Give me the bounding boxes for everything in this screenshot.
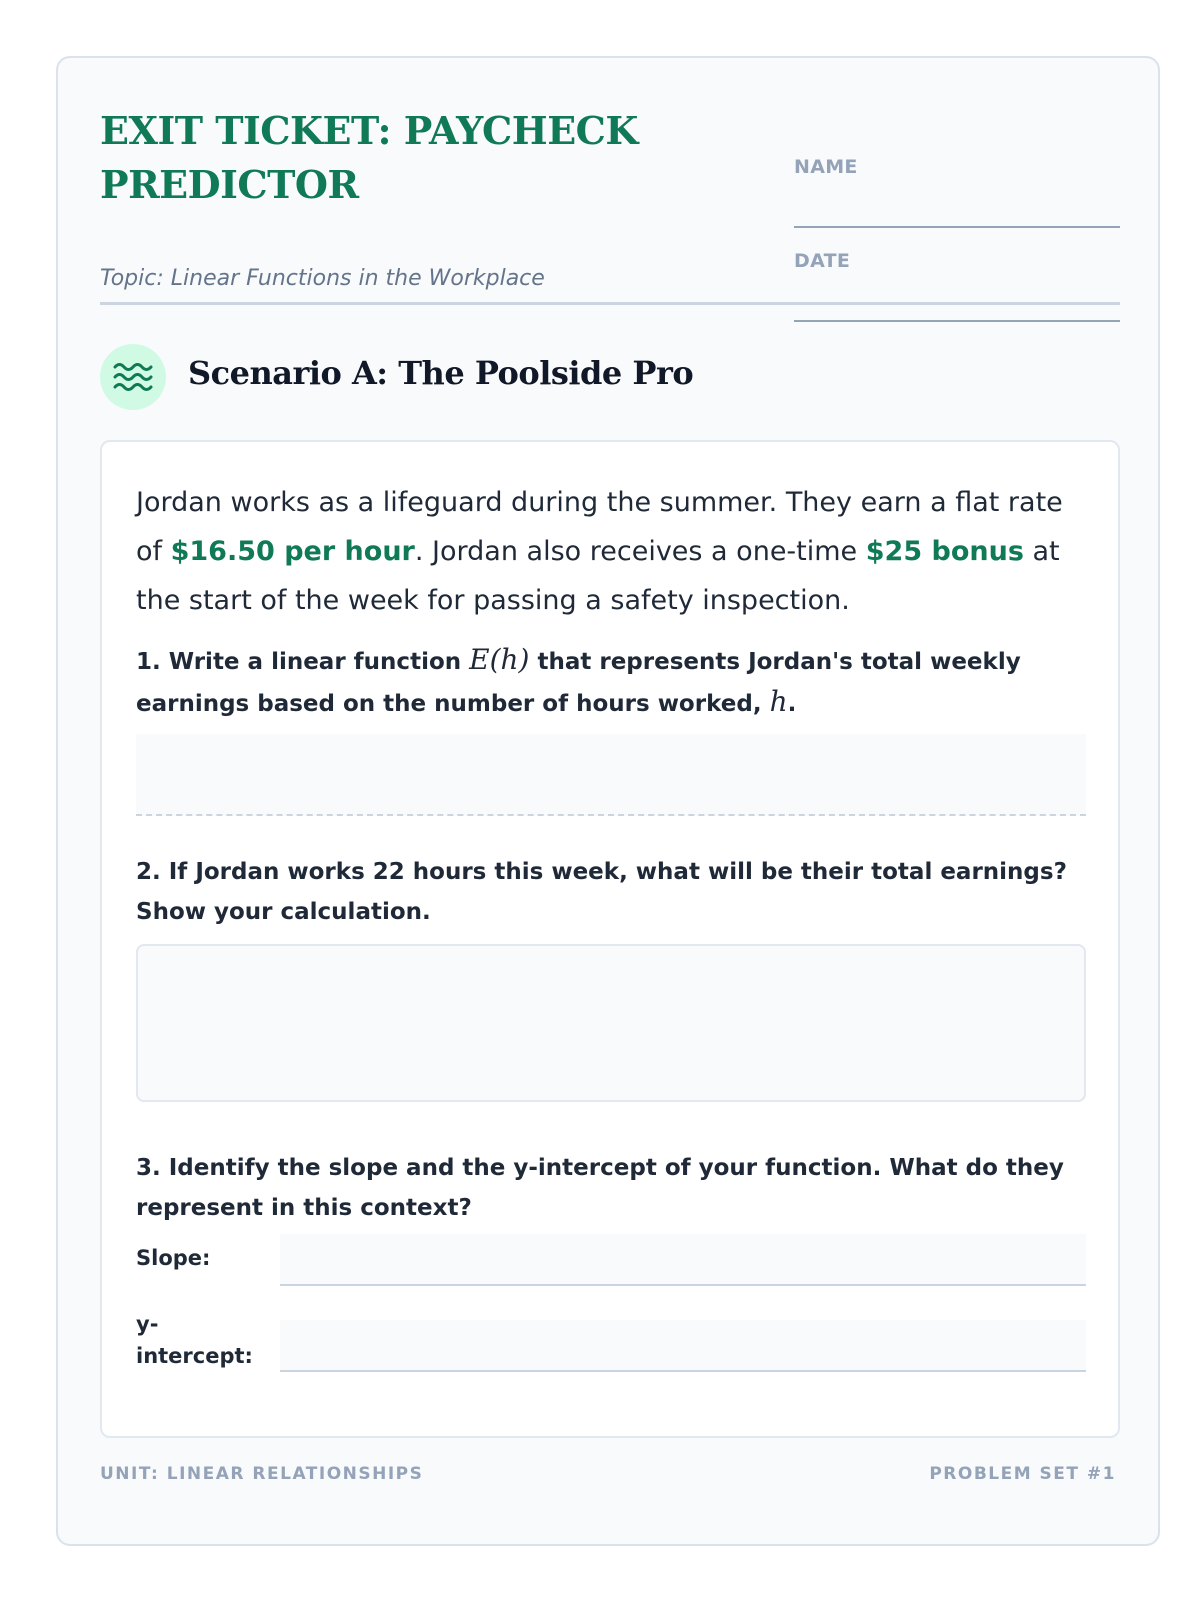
q1-text-b: that represents Jordan's total weekly earnings based on the number of hours worked, <box>136 649 1021 717</box>
q1-function: E(h) <box>469 643 530 676</box>
date-label: DATE <box>794 250 851 272</box>
y-intercept-label: y-intercept: <box>136 1312 253 1368</box>
q1-text-a: 1. Write a linear function <box>136 649 470 675</box>
slope-answer-line[interactable] <box>280 1234 1086 1286</box>
header-divider <box>100 302 1120 305</box>
name-label: NAME <box>794 156 858 178</box>
question-3: 3. Identify the slope and the y-intercept of your function. What do they represent in this context? <box>136 1155 1064 1221</box>
footer-problem-set: PROBLEM SET #1 <box>929 1464 1116 1484</box>
name-field <box>794 156 1120 178</box>
q1-text-c: . <box>787 691 797 717</box>
page-title: EXIT TICKET: PAYCHECK PREDICTOR <box>100 108 638 207</box>
date-field <box>794 250 1120 272</box>
topic-subtitle: Topic: Linear Functions in the Workplace <box>100 266 545 291</box>
hourly-rate: $16.50 per hour <box>170 536 415 567</box>
question-1 <box>136 640 1086 724</box>
question-2: 2. If Jordan works 22 hours this week, what will be their total earnings? Show your calculation. <box>136 859 1067 925</box>
answer-1-box[interactable] <box>136 734 1086 816</box>
intro-text-1: Jordan works as a lifeguard during the summer. They earn a flat rate of <box>136 487 1063 567</box>
footer-unit: UNIT: LINEAR RELATIONSHIPS <box>100 1464 424 1484</box>
date-input-line[interactable] <box>794 320 1120 322</box>
name-input-line[interactable] <box>794 226 1120 228</box>
slope-label: Slope: <box>136 1246 211 1270</box>
scenario-title: Scenario A: The Poolside Pro <box>188 354 694 392</box>
header <box>100 104 1120 304</box>
exit-ticket-sheet <box>56 56 1160 1546</box>
q1-variable: h <box>769 685 788 718</box>
intro-text-3: at the start of the week for passing a safety inspection. <box>136 536 1060 616</box>
bonus-amount: $25 bonus <box>865 536 1024 567</box>
y-intercept-answer-line[interactable] <box>280 1320 1086 1372</box>
scenario-card <box>100 440 1120 1438</box>
scenario-intro <box>136 478 1086 625</box>
answer-2-box[interactable] <box>136 944 1086 1102</box>
intro-text-2: . Jordan also receives a one-time <box>414 536 866 567</box>
waves-icon <box>100 344 166 410</box>
